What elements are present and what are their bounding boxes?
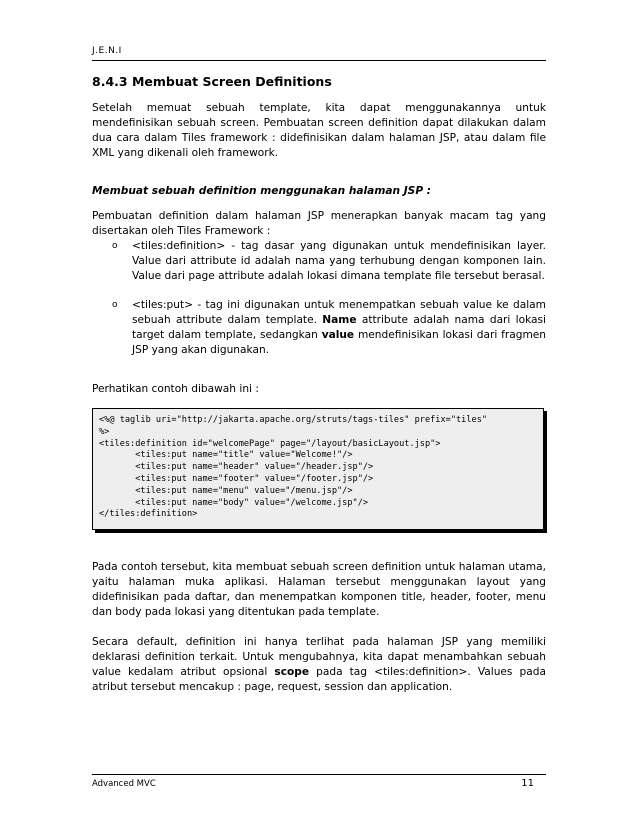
list-item-text-part1: <tiles:put> - tag ini digunakan untuk menempatkan sebuah value ke dalam sebuah attribute dalam template. [132, 299, 546, 326]
code-block: <%@ taglib uri="http://jakarta.apache.org/struts/tags-tiles" prefix="tiles" %> <tiles:definition id="welcomePage" page="/layout/basicLayout.jsp"> <tiles:put name="title" value="Welcome!"/> <tiles:put name="header" value="/header.jsp"/> <tiles:put name="footer" value="/footer.jsp"/> <tiles:put name="menu" value="/menu.jsp"/> <tiles:put name="body" value="/welcome.jsp"/> </tiles:definition> [99, 415, 488, 520]
page-header [92, 38, 546, 61]
jsp-intro-paragraph: Pembuatan definition dalam halaman JSP menerapkan banyak macam tag yang disertakan oleh Tiles Framework : [92, 210, 546, 237]
tag-list [92, 239, 546, 358]
example-intro: Perhatikan contoh dibawah ini : [92, 383, 259, 395]
bullet-marker: o [112, 300, 118, 310]
footer-title: Advanced MVC [92, 779, 156, 789]
bold-scope: scope [274, 666, 310, 679]
after-code-paragraph: Pada contoh tersebut, kita membuat sebuah screen definition untuk halaman utama, yaitu halaman muka aplikasi. Halaman tersebut menggunakan layout yang didefinisikan pada daftar, dan menempatkan komponen title, header, footer, menu dan body pada lokasi yang ditentukan pada template. [92, 561, 546, 619]
bold-value: value [321, 329, 355, 341]
scope-text-part1: Secara default, definition ini hanya terlihat pada halaman JSP yang memiliki deklarasi definition terkait. Untuk mengubahnya, kita dapat menambahkan sebuah value kedalam atribut opsional [92, 636, 546, 679]
list-item-put-tag [112, 298, 546, 358]
header-title: J.E.N.I [92, 46, 122, 56]
list-item-text-part2: attribute adalah nama dari lokasi target dalam template, sedangkan [132, 314, 546, 341]
list-item-text: <tiles:definition> - tag dasar yang digunakan untuk mendefinisikan layer. Value dari attribute id adalah nama yang terhubung dengan komponen lain. Value dari page attribute adalah lokasi dimana template file tersebut berasal. [132, 240, 546, 282]
section-title: 8.4.3 Membuat Screen Definitions [92, 74, 332, 89]
scope-text-part2: pada tag <tiles:definition>. Values pada atribut tersebut mencakup : page, request, session dan application. [92, 666, 546, 694]
intro-paragraph: Setelah memuat sebuah template, kita dapat menggunakannya untuk mendefinisikan sebuah screen. Pembuatan screen definition dapat dilakukan dalam dua cara dalam Tiles framework : didefinisikan dalam halaman JSP, atau dalam file XML yang dikenali oleh framework. [92, 102, 546, 159]
list-item-text-part3: mendefinisikan lokasi dari fragmen JSP yang akan digunakan. [132, 329, 547, 356]
list-item-definition-tag [112, 239, 546, 284]
code-example-box [92, 408, 544, 530]
scope-paragraph [92, 635, 546, 695]
page-number: 11 [521, 778, 534, 789]
bullet-marker: o [112, 241, 118, 251]
page-content [92, 74, 546, 695]
page-footer [92, 774, 546, 793]
bold-name: Name [322, 314, 357, 326]
subheading: Membuat sebuah definition menggunakan halaman JSP : [92, 185, 432, 197]
